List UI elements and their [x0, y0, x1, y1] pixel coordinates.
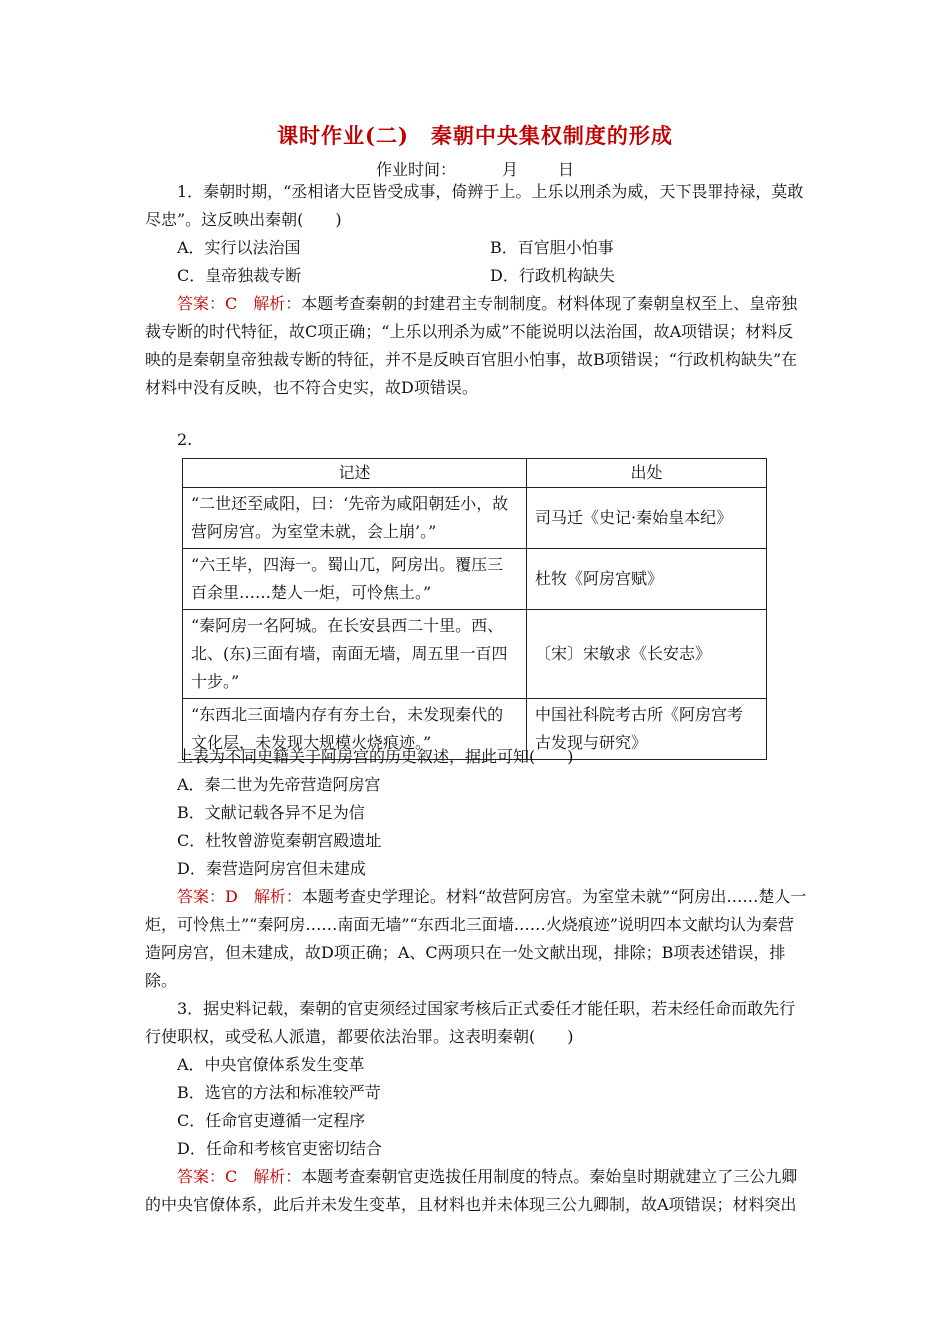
q1-option-c: C．皇帝独裁专断	[177, 266, 302, 285]
q2-option-d: D．秦营造阿房宫但未建成	[177, 859, 366, 878]
q3-analysis-label: 解析：	[253, 1167, 302, 1186]
table-cell-record: “东西北三面墙内存有夯土台，未发现秦代的文化层，未发现大规模火烧痕迹。”	[183, 699, 527, 760]
q3-stem: 3．据史料记载，秦朝的官吏须经过国家考核后正式委任才能任职，若未经任命而敢先行行使职权，或受私人派遣，都要依法治罪。这表明秦朝( )	[145, 999, 796, 1046]
date-month: 月	[501, 160, 518, 179]
table-cell-record: “六王毕，四海一。蜀山兀，阿房出。覆压三百余里……楚人一炬，可怜焦土。”	[183, 549, 527, 610]
q3-option-d: D．任命和考核官吏密切结合	[177, 1139, 382, 1158]
q1-analysis-text: 本题考查秦朝的封建君主专制制度。材料体现了秦朝皇权至上、皇帝独裁专断的时代特征，故C项正确；“上乐以刑杀为威”不能说明以法治国，故A项错误；材料反映的是秦朝皇帝独裁专断的特征，并不是反映百官胆小怕事，故B项错误；“行政机构缺失”在材料中没有反映，也不符合史实，故D项错误。	[145, 294, 798, 397]
q2-option-b: B．文献记载各异不足为信	[177, 803, 365, 822]
q3-answer-key: C	[225, 1167, 238, 1186]
q2-option-a: A．秦二世为先帝营造阿房宫	[177, 775, 381, 794]
table-header-row	[183, 459, 767, 488]
table-header-record: 记述	[183, 459, 527, 488]
table-row	[183, 488, 767, 549]
q3-option-b: B．选官的方法和标准较严苛	[177, 1083, 381, 1102]
q1-option-a: A．实行以法治国	[177, 238, 301, 257]
q2-analysis-text: 本题考查史学理论。材料“故营阿房宫。为室堂未就”“阿房出……楚人一炬，可怜焦土”“秦阿房……南面无墙”“东西北三面墙……火烧痕迹”说明四本文献均认为秦营造阿房宫，但未建成，故D项正确；A、C两项只在一处文献出现，排除；B项表述错误，排除。	[145, 887, 807, 990]
q3-analysis-text: 本题考查秦朝官吏选拔任用制度的特点。秦始皇时期就建立了三公九卿的中央官僚体系，此后并未发生变革，且材料也并未体现三公九卿制，故A项错误；材料突出	[145, 1167, 798, 1214]
q1-stem: 1．秦朝时期，“丞相诸大臣皆受成事，倚辨于上。上乐以刑杀为威，天下畏罪持禄，莫敢尽忠”。这反映出秦朝( )	[145, 182, 804, 229]
table-row	[183, 610, 767, 699]
date-day: 日	[558, 160, 575, 179]
date-label: 作业时间：	[375, 160, 456, 179]
table-cell-record: “二世还至咸阳，曰：‘先帝为咸阳朝廷小，故营阿房宫。为室堂未就，会上崩’。”	[183, 488, 527, 549]
q2-answer-block	[145, 883, 807, 995]
q3-answer-label: 答案：	[177, 1167, 226, 1186]
q1-answer-block	[145, 290, 807, 402]
table-header-source: 出处	[527, 459, 767, 488]
q1-answer-key: C	[225, 294, 238, 313]
q3-option-a: A．中央官僚体系发生变革	[177, 1055, 365, 1074]
table-cell-record: “秦阿房一名阿城。在长安县西二十里。西、北、(东)三面有墙，南面无墙，周五里一百四十步。”	[183, 610, 527, 699]
q1-option-d: D．行政机构缺失	[490, 266, 615, 285]
date-line	[0, 157, 950, 180]
q2-stem: 上表为不同史籍关于阿房宫的历史叙述，据此可知( )	[177, 747, 574, 766]
table-cell-source: 中国社科院考古所《阿房宫考古发现与研究》	[527, 699, 767, 760]
q1-answer-label: 答案：	[177, 294, 226, 313]
q2-answer-label: 答案：	[177, 887, 226, 906]
q1-option-b: B．百官胆小怕事	[490, 238, 614, 257]
table-cell-source: 〔宋〕宋敏求《长安志》	[527, 610, 767, 699]
q2-number: 2.	[177, 430, 193, 449]
q2-answer-key: D	[225, 887, 238, 906]
table-cell-source: 司马迁《史记·秦始皇本纪》	[527, 488, 767, 549]
q2-option-c: C．杜牧曾游览秦朝宫殿遗址	[177, 831, 382, 850]
page-title: 课时作业(二) 秦朝中央集权制度的形成	[277, 123, 673, 148]
table-cell-source: 杜牧《阿房宫赋》	[527, 549, 767, 610]
sources-table	[182, 458, 767, 760]
q3-answer-block	[145, 1163, 807, 1219]
q2-analysis-label: 解析：	[253, 887, 302, 906]
q1-analysis-label: 解析：	[253, 294, 302, 313]
q3-option-c: C．任命官吏遵循一定程序	[177, 1111, 366, 1130]
table-row	[183, 549, 767, 610]
